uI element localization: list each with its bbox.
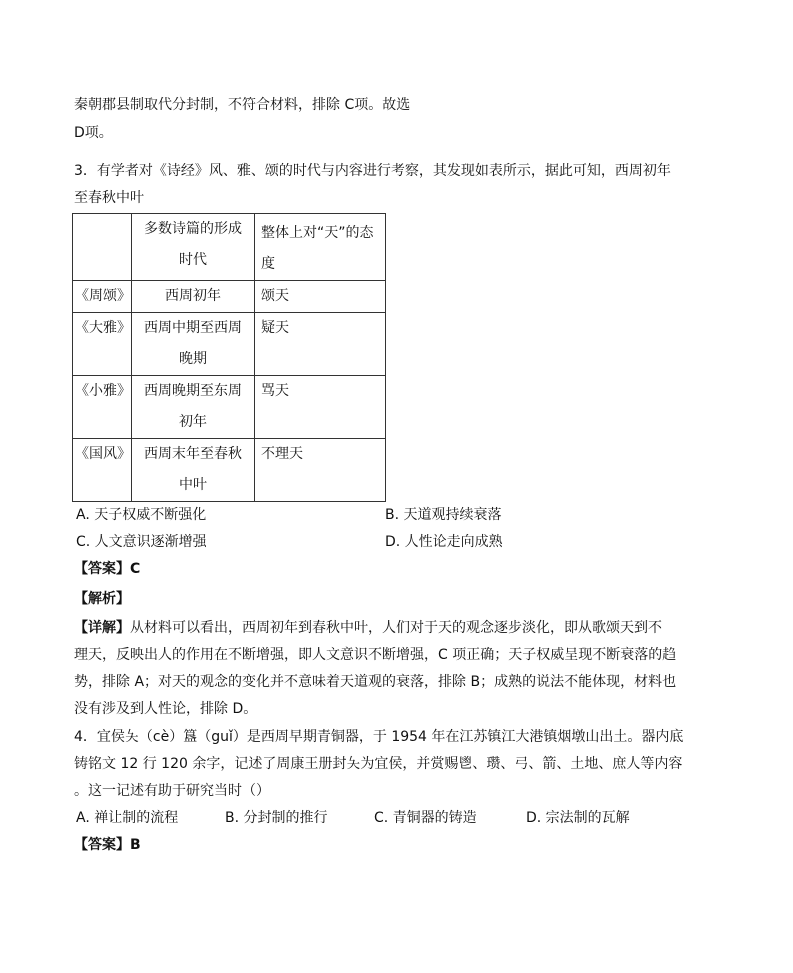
q4-answer [74, 835, 141, 855]
q4-stem-line-2: 铸铭文 12 行 120 余字，记述了周康王册封夨为宜侯，并赏赐鬯、瓒、弓、箭、土地、庶人等内容 [74, 756, 683, 772]
table-header-row [73, 214, 386, 281]
table-row [73, 281, 386, 313]
table-cell: 《周颂》 [73, 281, 132, 313]
table-cell: 西周中期至西周晚期 [132, 313, 255, 376]
answer-label: 【答案】 [74, 561, 130, 577]
table-cell: 《大雅》 [73, 313, 132, 376]
table-cell: 西周晚期至东周初年 [132, 376, 255, 439]
table-row [73, 439, 386, 502]
q3-stem-line-2: 至春秋中叶 [74, 190, 144, 206]
q4-option-a[interactable]: A. 禅让制的流程 [76, 810, 179, 826]
table-cell: 颂天 [255, 281, 386, 313]
table-cell: 《国风》 [73, 439, 132, 502]
q3-option-a[interactable]: A. 天子权威不断强化 [76, 507, 207, 523]
table-row [73, 376, 386, 439]
table-header-cell [73, 214, 132, 281]
table-cell: 骂天 [255, 376, 386, 439]
q3-detail-line-4: 没有涉及到人性论，排除 D。 [74, 701, 258, 717]
q4-stem-line-1: 4．宜侯夨（cè）簋（guǐ）是西周早期青铜器，于 1954 年在江苏镇江大港镇烟墩山出土。器内底 [74, 729, 684, 745]
q3-stem-line-1: 3．有学者对《诗经》风、雅、颂的时代与内容进行考察，其发现如表所示，据此可知，西周初年 [74, 163, 671, 179]
q3-answer [74, 559, 140, 579]
q3-analysis-label: 【解析】 [74, 591, 130, 607]
q3-detail-line-3: 势，排除 A；对天的观念的变化并不意味着天道观的衰落，排除 B；成熟的说法不能体现，材料也 [74, 674, 677, 690]
table-cell: 《小雅》 [73, 376, 132, 439]
q3-detail-line-1 [74, 618, 662, 638]
table-header-cell: 多数诗篇的形成时代 [132, 214, 255, 281]
q3-table [72, 213, 386, 502]
detail-label: 【详解】 [74, 620, 130, 636]
q3-option-b[interactable]: B. 天道观持续衰落 [385, 507, 502, 523]
table-cell: 不理天 [255, 439, 386, 502]
table-cell: 西周初年 [132, 281, 255, 313]
q3-option-c[interactable]: C. 人文意识逐渐增强 [76, 534, 207, 550]
q3-option-d[interactable]: D. 人性论走向成熟 [385, 534, 503, 550]
table-cell: 西周末年至春秋中叶 [132, 439, 255, 502]
table-cell: 疑天 [255, 313, 386, 376]
answer-value: C [130, 561, 141, 577]
table-header-cell: 整体上对“天”的态度 [255, 214, 386, 281]
q4-option-b[interactable]: B. 分封制的推行 [225, 810, 328, 826]
q4-option-c[interactable]: C. 青铜器的铸造 [374, 810, 477, 826]
answer-label: 【答案】 [74, 837, 130, 853]
detail-text: 从材料可以看出，西周初年到春秋中叶，人们对于天的观念逐步淡化，即从歌颂天到不 [130, 620, 662, 636]
q4-option-d[interactable]: D. 宗法制的瓦解 [526, 810, 630, 826]
answer-value: B [130, 837, 141, 853]
carryover-line-2: D项。 [74, 125, 113, 141]
table-row [73, 313, 386, 376]
carryover-line-1: 秦朝郡县制取代分封制，不符合材料，排除 C项。故选 [74, 97, 411, 113]
q3-detail-line-2: 理天，反映出人的作用在不断增强，即人文意识不断增强，C 项正确；天子权威呈现不断衰落的趋 [74, 647, 677, 663]
q4-stem-line-3: 。这一记述有助于研究当时（） [74, 783, 270, 799]
